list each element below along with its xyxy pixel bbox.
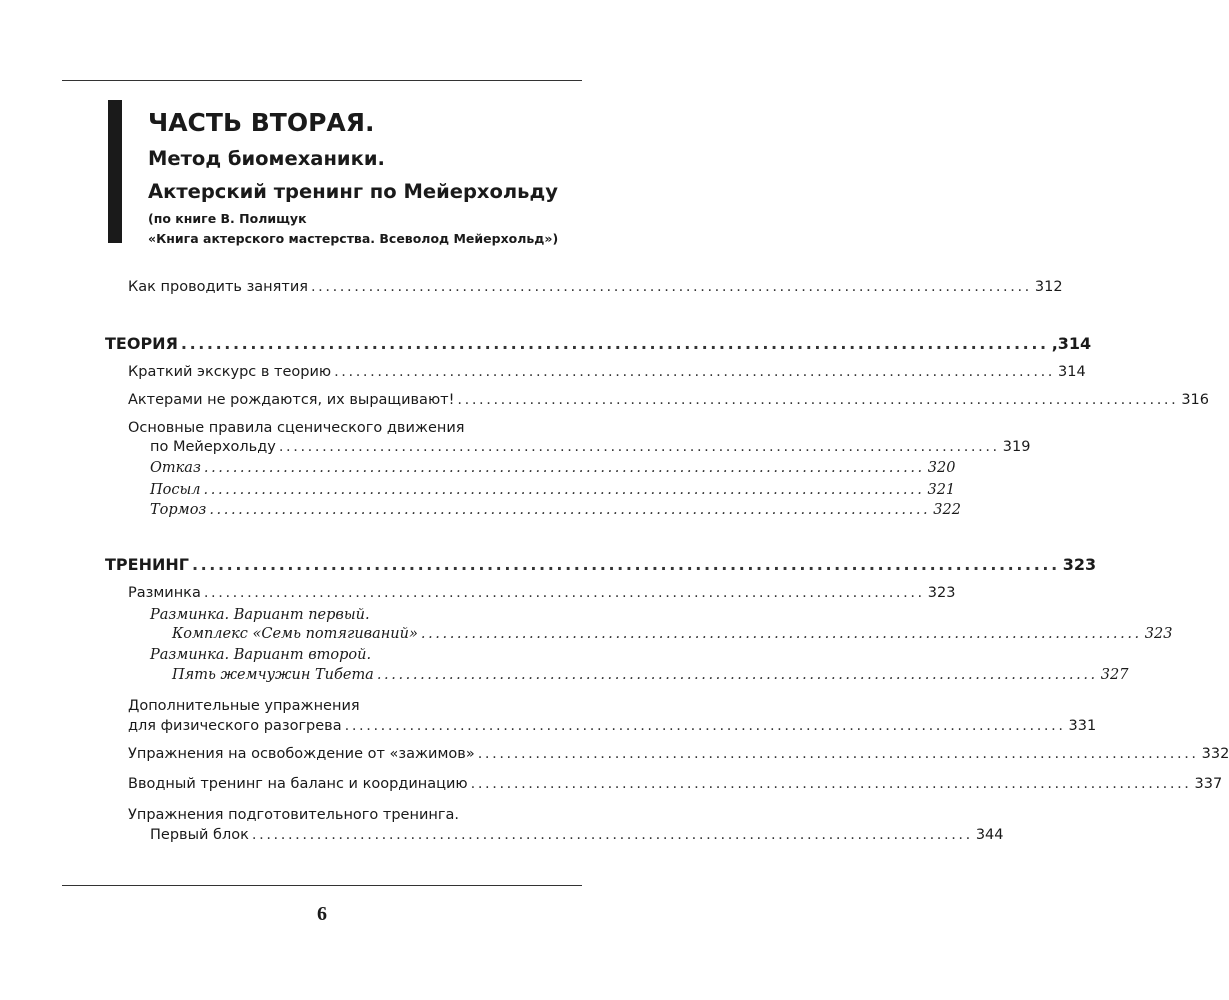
leader-dots: .................................................................................................... (191, 555, 1060, 574)
toc-entry[interactable] (128, 390, 1210, 410)
toc-entry[interactable] (150, 825, 1004, 845)
toc-entry[interactable] (128, 774, 1223, 794)
toc-page-number: 322 (933, 502, 961, 518)
toc-entry-title: Упражнения подготовительного тренинга. (128, 807, 459, 823)
toc-entry[interactable] (150, 480, 956, 500)
leader-dots: .................................................................................................... (251, 827, 973, 843)
source-line-2: «Книга актерского мастерства. Всеволод Мейерхольд») (148, 231, 559, 246)
toc-entry-title: ТРЕНИНГ (105, 555, 189, 574)
toc-entry-line[interactable] (128, 418, 465, 438)
leader-dots: .................................................................................................... (209, 502, 931, 518)
toc-page-number: 323 (1144, 626, 1173, 642)
toc-entry[interactable] (128, 362, 1086, 382)
toc-page-number: 321 (927, 482, 956, 498)
toc-page-number: 337 (1194, 776, 1223, 792)
toc-entry[interactable] (150, 437, 1031, 457)
leader-dots: .................................................................................................... (310, 279, 1032, 295)
toc-page-number: 327 (1100, 667, 1129, 683)
leader-dots: .................................................................................................... (470, 776, 1192, 792)
toc-page-number: 319 (1002, 439, 1031, 455)
leader-dots: .................................................................................................... (203, 460, 925, 476)
toc-entry[interactable] (172, 665, 1129, 685)
toc-entry-title: Разминка (128, 585, 201, 601)
toc-entry-title: Посыл (150, 482, 201, 498)
toc-entry-title: Актерами не рождаются, их выращивают! (128, 392, 455, 408)
toc-entry-line[interactable] (150, 645, 371, 665)
source-line-1: (по книге В. Полищук (148, 211, 307, 226)
toc-page-number: 344 (975, 827, 1004, 843)
page-number: 6 (317, 903, 327, 925)
toc-page-number: 323 (927, 585, 956, 601)
toc-entry-title: Разминка. Вариант первый. (150, 607, 370, 623)
toc-page-number: 312 (1034, 279, 1063, 295)
toc-entry-title: Пять жемчужин Тибета (172, 667, 374, 683)
leader-dots: .................................................................................................... (457, 392, 1179, 408)
leader-dots: .................................................................................................... (334, 364, 1056, 380)
toc-entry[interactable] (128, 277, 1063, 297)
toc-entry-title: Тормоз (150, 502, 207, 518)
toc-entry-line[interactable] (128, 696, 360, 716)
bottom-rule (62, 885, 582, 886)
leader-dots: .................................................................................................... (203, 482, 925, 498)
toc-page-number: 314 (1058, 364, 1086, 380)
toc-entry-title: Комплекс «Семь потягиваний» (172, 626, 418, 642)
toc-entry-title: Упражнения на освобождение от «зажимов» (128, 746, 475, 762)
toc-entry-line[interactable] (128, 805, 459, 825)
toc-entry-title: Разминка. Вариант второй. (150, 647, 372, 663)
section-bar (108, 100, 122, 243)
toc-entry-title: Основные правила сценического движения (128, 420, 465, 436)
toc-entry-title: Отказ (150, 460, 201, 476)
part-title: ЧАСТЬ ВТОРАЯ. (148, 108, 375, 137)
toc-entry-title: для физического разогрева (128, 718, 342, 734)
toc-page-number: ,314 (1051, 334, 1092, 353)
toc-page-number: 320 (927, 460, 956, 476)
toc-entry-title: Дополнительные упражнения (128, 698, 360, 714)
toc-entry[interactable] (150, 458, 956, 478)
toc-entry-line[interactable] (150, 605, 370, 625)
toc-page-number: 331 (1068, 718, 1097, 734)
toc-entry[interactable] (105, 334, 1092, 354)
leader-dots: .................................................................................................... (376, 667, 1098, 683)
toc-entry-title: ТЕОРИЯ (105, 334, 178, 353)
toc-entry-title: по Мейерхольду (150, 439, 276, 455)
toc-page-number: 332 (1201, 746, 1229, 762)
leader-dots: .................................................................................................... (344, 718, 1066, 734)
leader-dots: .................................................................................................... (278, 439, 1000, 455)
section-title-1: Метод биомеханики. (148, 147, 385, 170)
toc-page-number: 316 (1181, 392, 1210, 408)
top-rule (62, 80, 582, 81)
leader-dots: .................................................................................................... (203, 585, 925, 601)
leader-dots: .................................................................................................... (180, 334, 1049, 353)
toc-entry[interactable] (172, 624, 1173, 644)
section-title-2: Актерский тренинг по Мейерхольду (148, 180, 558, 203)
leader-dots: .................................................................................................... (477, 746, 1199, 762)
toc-entry[interactable] (128, 716, 1097, 736)
toc-page-number: 323 (1062, 555, 1097, 574)
toc-entry-title: Первый блок (150, 827, 249, 843)
toc-entry[interactable] (128, 744, 1229, 764)
toc-entry[interactable] (128, 583, 956, 603)
toc-entry-title: Краткий экскурс в теорию (128, 364, 332, 380)
toc-entry-title: Как проводить занятия (128, 279, 308, 295)
toc-entry-title: Вводный тренинг на баланс и координацию (128, 776, 468, 792)
leader-dots: .................................................................................................... (420, 626, 1142, 642)
toc-entry[interactable] (150, 500, 961, 520)
toc-entry[interactable] (105, 555, 1097, 575)
